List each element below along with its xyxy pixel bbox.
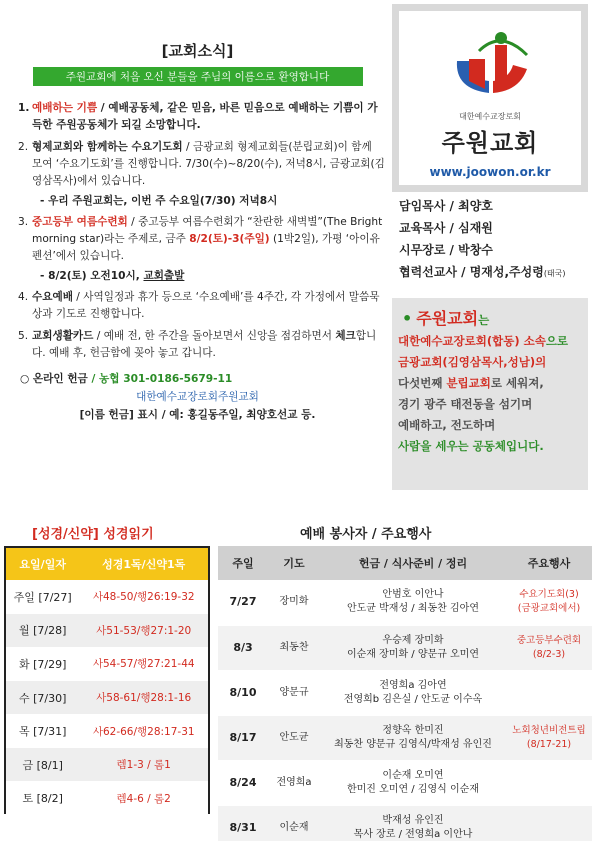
svc-prayer: 최동찬 (268, 625, 320, 670)
svc-duty (320, 625, 506, 670)
online-holder: 대한예수교장로회주원교회 (136, 391, 259, 403)
table-row (218, 625, 592, 670)
table-row (218, 805, 592, 841)
online-note: [이름 헌금] 표시 / 예: 홍길동주일, 최양호선교 등. (79, 409, 316, 421)
item-text-2: (1박2일), 가평 ‘아이유펜션’에서 있습니다. (32, 233, 380, 262)
item-text-2: 합니다. 예배 후, 헌금함에 꽂아 놓고 갑니다. (32, 330, 377, 359)
item-text: / 금광교회 형제교회들(분립교회)이 함께 모여 ‘수요기도회’를 진행합니다. 7/30(수)~8/20(수), 저녁8시, 금광교회(김영삼목사)에서 있습니다. (32, 141, 385, 187)
church-intro: • 주원교회는 대한예수교장로회(합동) 소속으로 금광교회(김영삼목사,성남)의 다섯번째 분립교회로 세워져, 경기 광주 태전동을 섬기며 예배하고, 전도하며 사람을 세우는 공동체입니다. (392, 298, 588, 490)
staff-education-pastor: 교육목사 / 심재원 (399, 221, 493, 235)
news-item-3 (10, 214, 385, 265)
svc-duty-line-2: 이순재 장미화 / 양문규 오미연 (346, 648, 479, 660)
denomination: 대한예수교장로회 (459, 112, 521, 121)
svc-event: 수요기도회(3) (금광교회에서) (506, 580, 592, 625)
table-row (218, 760, 592, 805)
svc-duty-line-2: 전영희b 김은실 / 안도균 이수옥 (343, 693, 483, 705)
bible-day: 주일 [7/27] (6, 580, 79, 614)
item-heading: 형제교회와 함께하는 수요기도회 (32, 141, 183, 153)
table-row (6, 748, 208, 782)
staff-list (399, 195, 566, 285)
table-row (6, 681, 208, 715)
item-2-sub: - 우리 주원교회는, 이번 주 수요일(7/30) 저녁8시 (40, 195, 278, 207)
svc-duty (320, 670, 506, 715)
item-bold: 체크 (335, 330, 356, 342)
online-offering (10, 370, 385, 424)
svc-event: 중고등부수련회 (8/2-3) (506, 625, 592, 670)
svc-event: 노회청년비전트립 (8/17-21) (506, 715, 592, 760)
item-3-sub: - 8/2(토) 오전10시, 교회출발 (40, 270, 185, 282)
church-logo-icon (449, 31, 539, 101)
bible-passage: 사48-50/행26:19-32 (79, 580, 208, 614)
svc-prayer: 안도균 (268, 715, 320, 760)
bible-passage: 렘1-3 / 롬1 (79, 748, 208, 782)
bible-passage: 렘4-6 / 롬2 (79, 782, 208, 816)
item-number: 4. (18, 291, 29, 303)
svc-prayer: 장미화 (268, 580, 320, 625)
item-text: / 예배 전, 한 주간을 돌아보면서 신앙을 점검하면서 (93, 330, 336, 342)
svc-duty-line-1: 이순재 오미연 (382, 769, 444, 781)
news-item-4 (10, 289, 385, 323)
church-url[interactable]: www.joowon.or.kr (429, 165, 551, 179)
logo-panel (392, 4, 588, 192)
table-row (218, 715, 592, 760)
item-text: / 중고등부 여름수련회가 “찬란한 새벽별”(The Bright morning star)라는 주제로, 금주 (32, 216, 383, 245)
item-heading: 교회생활카드 (32, 330, 94, 342)
svc-week: 8/24 (218, 760, 268, 805)
svc-duty (320, 760, 506, 805)
church-name: 주원교회 (441, 129, 539, 157)
bible-day: 수 [7/30] (6, 681, 79, 715)
item-heading: 수요예배 (32, 291, 73, 303)
news-items (10, 100, 385, 362)
item-text: / 예배공동체, 같은 믿음, 바른 믿음으로 예배하는 기쁨이 가득한 주원공동체가 되길 소망합니다. (32, 102, 378, 131)
table-row (6, 647, 208, 681)
svc-duty-line-2: 최동찬 양문규 김영식/박재성 유인진 (334, 738, 492, 750)
svc-duty (320, 580, 506, 625)
table-row (6, 714, 208, 748)
bible-passage: 사58-61/행28:1-16 (79, 681, 208, 715)
item-number: 3. (18, 216, 29, 228)
staff-elder: 시무장로 / 박창수 (399, 243, 493, 257)
svc-prayer: 전영희a (268, 760, 320, 805)
bible-header-day: 요일/일자 (6, 548, 79, 580)
table-row (6, 614, 208, 648)
svc-duty-line-1: 안범호 이안나 (382, 589, 444, 601)
news-title: [교회소식] (161, 42, 234, 60)
table-row (6, 580, 208, 614)
bible-day: 토 [8/2] (6, 782, 79, 816)
church-news (10, 40, 385, 424)
bible-passage: 사62-66/행28:17-31 (79, 714, 208, 748)
item-number: 2. (18, 141, 29, 153)
item-heading: 예배하는 기쁨 (32, 102, 98, 114)
svc-duty-line-1: 정향옥 한미진 (382, 724, 444, 736)
svc-event (506, 805, 592, 841)
bible-day: 화 [7/29] (6, 647, 79, 681)
svc-duty (320, 805, 506, 841)
svc-duty-line-2: 목사 장로 / 전영희a 이안나 (353, 828, 473, 840)
svc-duty-line-2: 안도균 박재성 / 최동찬 김아연 (346, 603, 479, 615)
bible-passage: 사51-53/행27:1-20 (79, 614, 208, 648)
table-row (218, 580, 592, 625)
item-number: 5. (18, 330, 29, 342)
svc-event (506, 670, 592, 715)
item-text: / 사역일정과 휴가 등으로 ‘수요예배’를 4주간, 각 가정에서 말씀묵상과 기도로 진행합니다. (32, 291, 380, 320)
online-account: / 농협 301-0186-5679-11 (87, 373, 233, 385)
service-title: 예배 봉사자 / 주요행사 (300, 527, 432, 542)
welcome-banner: 주원교회에 처음 오신 분들을 주님의 이름으로 환영합니다 (33, 67, 363, 86)
svc-duty-line-1: 우승제 장미화 (382, 634, 444, 646)
bible-day: 월 [7/28] (6, 614, 79, 648)
service-table (218, 546, 592, 841)
svc-prayer: 이순재 (268, 805, 320, 841)
svc-event (506, 760, 592, 805)
svc-duty-line-1: 박재성 유인진 (382, 814, 444, 826)
svc-week: 8/31 (218, 805, 268, 841)
svc-week: 8/3 (218, 625, 268, 670)
news-item-1 (10, 100, 385, 134)
svc-header-event: 주요행사 (506, 546, 592, 580)
svc-duty-line-2: 한미진 오미연 / 김영식 이순재 (346, 783, 479, 795)
bible-day: 목 [7/31] (6, 714, 79, 748)
news-item-5 (10, 328, 385, 362)
svc-header-prayer: 기도 (268, 546, 320, 580)
online-label: ○ 온라인 헌금 (20, 373, 88, 385)
svc-duty-line-1: 전영희a 김아연 (379, 679, 447, 691)
bible-reading-title: [성경/신약] 성경읽기 (32, 527, 154, 542)
svc-duty (320, 715, 506, 760)
bible-passage: 사54-57/행27:21-44 (79, 647, 208, 681)
svc-week: 8/17 (218, 715, 268, 760)
bible-reading-table (4, 546, 210, 814)
staff-senior-pastor: 담임목사 / 최양호 (399, 199, 493, 213)
table-row (218, 670, 592, 715)
bible-day: 금 [8/1] (6, 748, 79, 782)
svc-week: 7/27 (218, 580, 268, 625)
item-date: 8/2(토)-3(주일) (189, 233, 270, 245)
bible-header-passage: 성경1독/신약1독 (79, 548, 208, 580)
item-heading: 중고등부 여름수련회 (32, 216, 128, 228)
svc-prayer: 양문규 (268, 670, 320, 715)
svc-header-week: 주일 (218, 546, 268, 580)
svc-header-duty: 헌금 / 식사준비 / 정리 (320, 546, 506, 580)
intro-heading: 주원교회 (416, 309, 479, 328)
table-row (6, 782, 208, 816)
news-item-2 (10, 139, 385, 190)
bullet-icon: • (402, 309, 413, 328)
item-number: 1. (18, 102, 30, 114)
svc-week: 8/10 (218, 670, 268, 715)
staff-missionary: 협력선교사 / 명재성,주성령(태국) (399, 265, 566, 279)
